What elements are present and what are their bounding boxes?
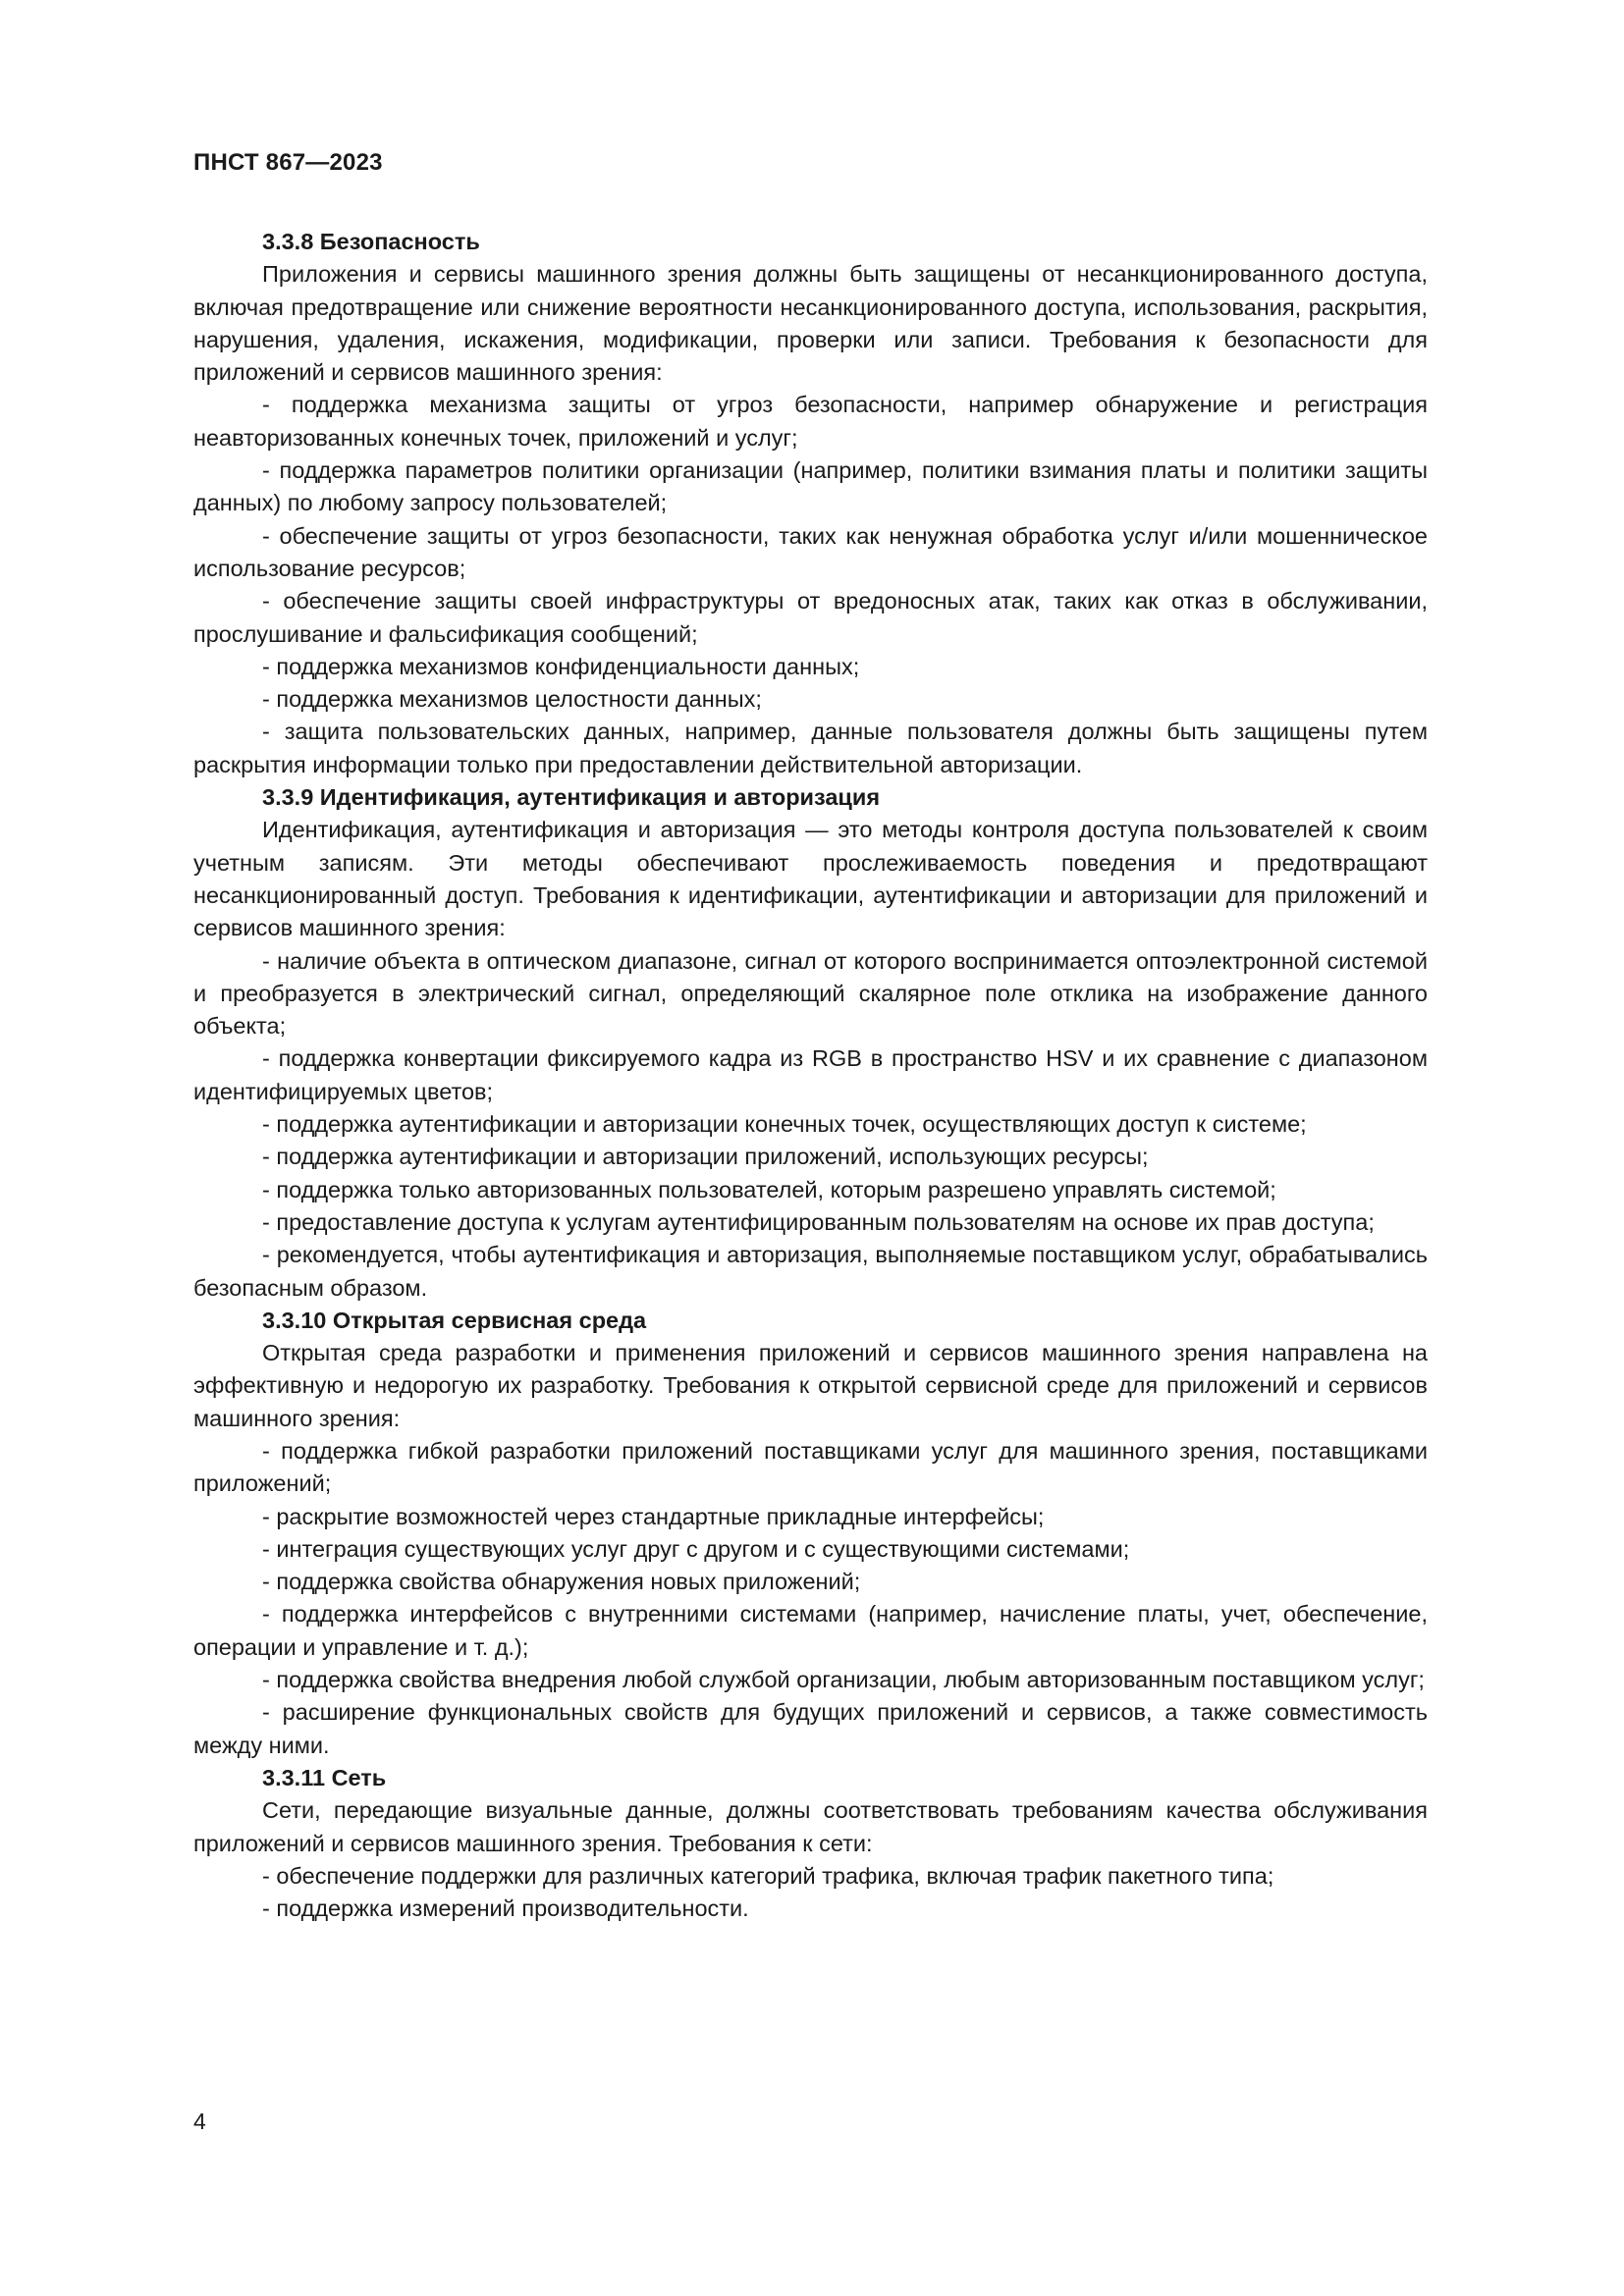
list-item: - рекомендуется, чтобы аутентификация и авторизация, выполняемые поставщиком услуг, обрабатывались безопасным образом. bbox=[193, 1242, 1428, 1301]
list-item: - поддержка гибкой разработки приложений поставщиками услуг для машинного зрения, поставщиками приложений; bbox=[193, 1437, 1428, 1497]
section-heading: 3.3.8 Безопасность bbox=[262, 229, 480, 254]
section-paragraph: Приложения и сервисы машинного зрения должны быть защищены от несанкционированного доступа, включая предотвращение или снижение вероятности несанкционированного доступа, использования, раскрытия, нарушения, удаления, искажения, модификации, проверки или записи. Требования к безопасности для приложений и сервисов машинного зрения: bbox=[193, 261, 1428, 386]
list-item: - предоставление доступа к услугам аутентифицированным пользователям на основе их прав доступа; bbox=[262, 1208, 1375, 1235]
list-item: - интеграция существующих услуг друг с другом и с существующими системами; bbox=[262, 1535, 1130, 1562]
list-item: - поддержка аутентификации и авторизации конечных точек, осуществляющих доступ к системе; bbox=[262, 1111, 1307, 1138]
list-item: - поддержка механизмов целостности данных; bbox=[262, 686, 762, 713]
document-code-header: ПНСТ 867—2023 bbox=[193, 149, 383, 176]
list-item: - обеспечение поддержки для различных категорий трафика, включая трафик пакетного типа; bbox=[262, 1862, 1274, 1889]
list-item: - защита пользовательских данных, например, данные пользователя должны быть защищены путем раскрытия информации только при предоставлении действительной авторизации. bbox=[193, 719, 1428, 777]
section-heading: 3.3.9 Идентификация, аутентификация и авторизация bbox=[262, 784, 881, 811]
list-item: - раскрытие возможностей через стандартные прикладные интерфейсы; bbox=[262, 1503, 1045, 1529]
list-item: - поддержка механизма защиты от угроз безопасности, например обнаружение и регистрация неавторизованных конечных точек, приложений и услуг; bbox=[193, 392, 1428, 451]
section-heading: 3.3.10 Открытая сервисная среда bbox=[262, 1307, 647, 1333]
list-item: - поддержка свойства внедрения любой службой организации, любым авторизованным поставщиком услуг; bbox=[262, 1667, 1425, 1693]
list-item: - поддержка только авторизованных пользователей, которым разрешено управлять системой; bbox=[262, 1176, 1276, 1202]
list-item: - поддержка свойства обнаружения новых приложений; bbox=[262, 1569, 861, 1595]
list-item: - поддержка аутентификации и авторизации приложений, использующих ресурсы; bbox=[262, 1144, 1149, 1170]
list-item: - обеспечение защиты своей инфраструктуры от вредоносных атак, таких как отказ в обслуживании, прослушивание и фальсификация сообщений; bbox=[193, 588, 1428, 647]
list-item: - расширение функциональных свойств для будущих приложений и сервисов, а также совместимость между ними. bbox=[193, 1699, 1428, 1758]
list-item: - поддержка параметров политики организации (например, политики взимания платы и политики защиты данных) по любому запросу пользователей; bbox=[193, 457, 1428, 516]
page-number: 4 bbox=[193, 2109, 206, 2134]
list-item: - наличие объекта в оптическом диапазоне, сигнал от которого воспринимается оптоэлектронной системой и преобразуется в электрический сигнал, определяющий скалярное поле отклика на изображение данного объекта; bbox=[193, 947, 1428, 1040]
section-paragraph: Сети, передающие визуальные данные, должны соответствовать требованиям качества обслуживания приложений и сервисов машинного зрения. Требования к сети: bbox=[193, 1797, 1428, 1856]
list-item: - обеспечение защиты от угроз безопасности, таких как ненужная обработка услуг и/или мошенническое использование ресурсов; bbox=[193, 522, 1428, 581]
list-item: - поддержка интерфейсов с внутренними системами (например, начисление платы, учет, обеспечение, операции и управление и т. д.); bbox=[193, 1601, 1428, 1660]
section-paragraph: Открытая среда разработки и применения приложений и сервисов машинного зрения направлена на эффективную и недорогую их разработку. Требования к открытой сервисной среде для приложений и сервисов машинного зрения: bbox=[193, 1340, 1428, 1431]
list-item: - поддержка механизмов конфиденциальности данных; bbox=[262, 653, 860, 679]
section-paragraph: Идентификация, аутентификация и авторизация — это методы контроля доступа пользователей к своим учетным записям. Эти методы обеспечивают прослеживаемость поведения и предотвращают несанкционированный доступ. Требования к идентификации, аутентификации и авторизации для приложений и сервисов машинного зрения: bbox=[193, 817, 1428, 941]
section-heading: 3.3.11 Сеть bbox=[262, 1764, 387, 1790]
document-body bbox=[193, 226, 1428, 1925]
list-item: - поддержка конвертации фиксируемого кадра из RGB в пространство HSV и их сравнение с диапазоном идентифицируемых цветов; bbox=[193, 1045, 1428, 1104]
list-item: - поддержка измерений производительности. bbox=[262, 1896, 749, 1922]
